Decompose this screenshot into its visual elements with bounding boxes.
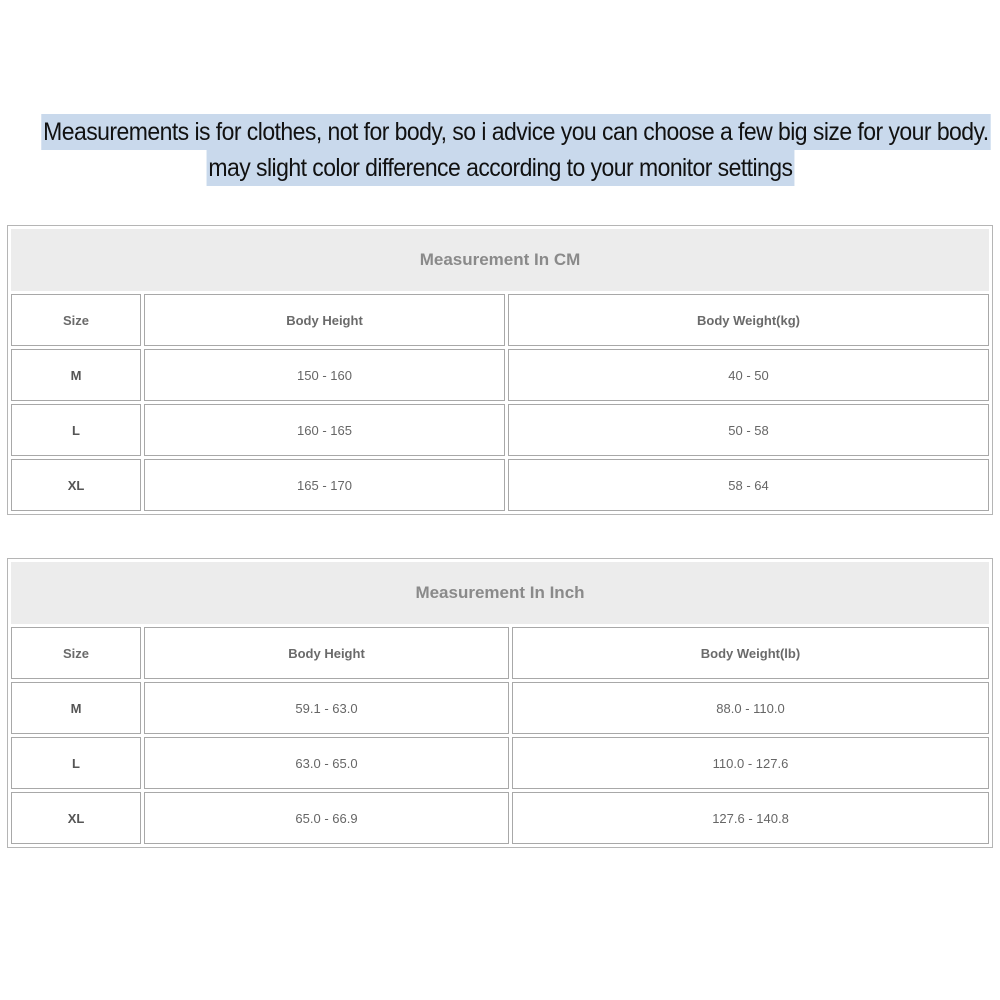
weight-cell: 110.0 - 127.6: [512, 737, 989, 789]
height-cell: 160 - 165: [144, 404, 505, 456]
weight-cell: 50 - 58: [508, 404, 989, 456]
table-title: Measurement In Inch: [11, 562, 989, 624]
column-header-size: Size: [11, 627, 141, 679]
table-header-row: [11, 627, 989, 679]
height-cell: 65.0 - 66.9: [144, 792, 509, 844]
column-header-weight: Body Weight(kg): [508, 294, 989, 346]
size-notice: [0, 114, 1000, 186]
table-row: [11, 349, 989, 401]
height-cell: 150 - 160: [144, 349, 505, 401]
size-cell: XL: [11, 459, 141, 511]
height-cell: 63.0 - 65.0: [144, 737, 509, 789]
column-header-size: Size: [11, 294, 141, 346]
height-cell: 59.1 - 63.0: [144, 682, 509, 734]
notice-line-2: may slight color difference according to your monitor settings: [206, 150, 794, 186]
weight-cell: 88.0 - 110.0: [512, 682, 989, 734]
size-cell: M: [11, 349, 141, 401]
size-cell: L: [11, 404, 141, 456]
height-cell: 165 - 170: [144, 459, 505, 511]
column-header-weight: Body Weight(lb): [512, 627, 989, 679]
table-row: [11, 459, 989, 511]
size-cell: M: [11, 682, 141, 734]
weight-cell: 58 - 64: [508, 459, 989, 511]
table-row: [11, 792, 989, 844]
table-row: [11, 404, 989, 456]
table-header-row: [11, 294, 989, 346]
column-header-height: Body Height: [144, 294, 505, 346]
size-cell: XL: [11, 792, 141, 844]
table-row: [11, 737, 989, 789]
notice-line-1: Measurements is for clothes, not for body, so i advice you can choose a few big size for your body.: [41, 114, 990, 150]
size-table-cm: [7, 225, 993, 515]
table-row: [11, 682, 989, 734]
size-table-inch: [7, 558, 993, 848]
table-title: Measurement In CM: [11, 229, 989, 291]
column-header-height: Body Height: [144, 627, 509, 679]
size-cell: L: [11, 737, 141, 789]
weight-cell: 127.6 - 140.8: [512, 792, 989, 844]
weight-cell: 40 - 50: [508, 349, 989, 401]
